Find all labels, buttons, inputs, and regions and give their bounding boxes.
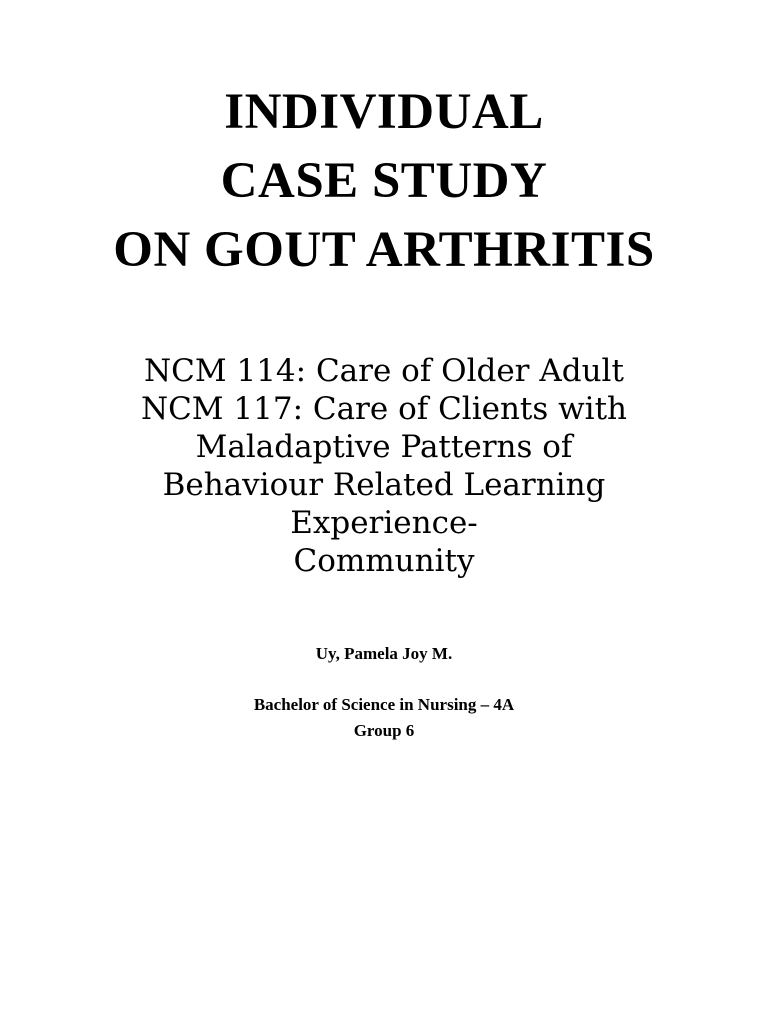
course-line-3: Maladaptive Patterns of (195, 429, 573, 465)
course-line-1: NCM 114: Care of Older Adult (144, 353, 624, 389)
course-line-2: NCM 117: Care of Clients with (140, 391, 628, 427)
title-line-2: CASE STUDY (220, 153, 548, 209)
author-name: Uy, Pamela Joy M. (315, 644, 453, 663)
course-description (0, 352, 768, 580)
course-line-4: Behaviour Related Learning (162, 467, 606, 503)
title-line-3: ON GOUT ARTHRITIS (113, 222, 655, 278)
title-line-1: INDIVIDUAL (224, 84, 544, 140)
degree-program: Bachelor of Science in Nursing – 4A (253, 695, 515, 714)
course-line-6: Community (293, 543, 475, 579)
document-title (0, 78, 768, 285)
course-line-5: Experience- (290, 505, 478, 541)
group-number: Group 6 (353, 721, 415, 740)
